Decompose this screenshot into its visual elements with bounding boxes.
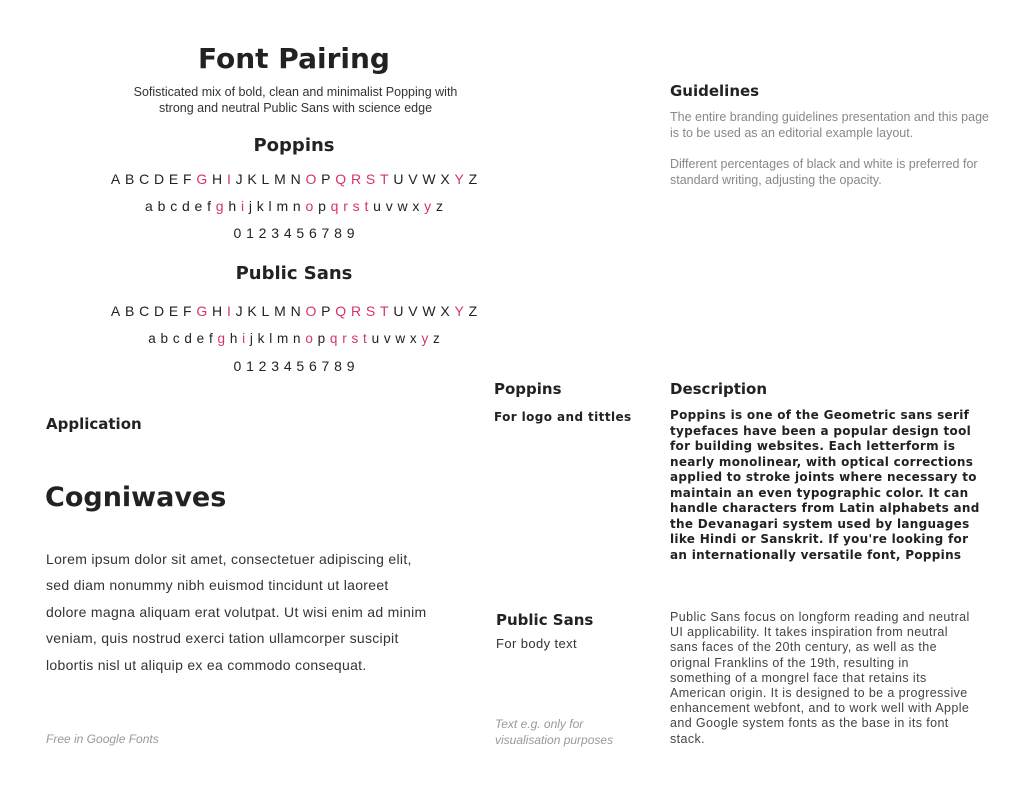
digits-row (44, 225, 544, 241)
glyph: I (226, 171, 231, 187)
font-source-note: Free in Google Fonts (46, 732, 159, 746)
brand-name: Cogniwaves (45, 482, 227, 513)
glyph: q (330, 198, 339, 214)
poppins-description: Poppins is one of the Geometric sans serif typefaces have been a popular design tool for building websites. Each letterform is nearly monolinear, with optical corrections applied to stroke joints where necessary to maintain an even typographic color. It can handle characters from Latin alphabets and the Devanagari system used by languages like Hindi or Sanskrit. If you're looking for an internationally versatile font, Poppins (670, 408, 980, 562)
glyph: p (317, 331, 326, 346)
glyph: L (261, 303, 270, 319)
glyph: r (342, 331, 347, 346)
glyph: k (256, 198, 264, 214)
glyph: a (148, 331, 156, 346)
glyph: S (365, 303, 376, 319)
glyph: t (363, 331, 367, 346)
glyph: G (196, 303, 208, 319)
poppins-use: For logo and tittles (494, 410, 632, 424)
glyph: z (432, 331, 440, 346)
glyph: U (393, 171, 404, 187)
glyph: y (424, 198, 432, 214)
glyph: g (215, 198, 224, 214)
glyph: H (212, 303, 223, 319)
lorem-paragraph: Lorem ipsum dolor sit amet, consectetuer adipiscing elit, sed diam nonummy nibh euismod tincidunt ut laoreet dolore magna aliquam erat volutpat. Ut wisi enim ad minim veniam, quis nostrud exerci tation ullamcorper suscipit lobortis nisl ut aliquip ex ea commodo consequat. (46, 551, 427, 673)
glyph: N (290, 171, 301, 187)
glyph: 0 (233, 225, 242, 241)
glyph: L (261, 171, 270, 187)
glyph: W (422, 171, 436, 187)
glyph: a (145, 198, 153, 214)
glyph: t (364, 198, 369, 214)
glyph: r (343, 198, 348, 214)
glyph: B (124, 303, 135, 319)
glyph: K (247, 303, 257, 319)
glyph: j (248, 198, 252, 214)
glyph: Y (454, 303, 464, 319)
glyph: e (194, 198, 203, 214)
glyph: V (408, 171, 418, 187)
uppercase-row (44, 171, 544, 187)
glyph: w (397, 198, 408, 214)
glyph: Z (468, 171, 478, 187)
glyph: X (440, 303, 450, 319)
glyph: 8 (334, 225, 342, 241)
glyph: D (154, 171, 165, 187)
glyph: v (383, 331, 391, 346)
glyph: y (421, 331, 429, 346)
glyph: M (274, 171, 286, 187)
glyph: s (351, 331, 359, 346)
glyph: J (235, 303, 243, 319)
glyph: K (247, 171, 257, 187)
glyph: x (412, 198, 420, 214)
glyph: l (268, 198, 272, 214)
glyph: 6 (308, 358, 317, 374)
glyph: o (305, 198, 314, 214)
glyph: d (181, 198, 190, 214)
glyph: C (139, 303, 150, 319)
glyph: E (168, 303, 179, 319)
visualisation-note: Text e.g. only for visualisation purposes (495, 717, 614, 747)
glyph: P (321, 303, 331, 319)
glyph: j (249, 331, 253, 346)
digits-row (44, 358, 544, 374)
lowercase-row (44, 331, 544, 346)
glyph: F (183, 303, 192, 319)
glyph: 0 (233, 358, 242, 374)
glyph: 6 (308, 225, 317, 241)
glyph: V (408, 303, 418, 319)
glyph: 3 (271, 225, 280, 241)
glyph: n (292, 198, 301, 214)
glyph: R (350, 303, 362, 319)
glyph: 3 (271, 358, 280, 374)
glyph: v (385, 198, 393, 214)
specimen-title-public-sans: Public Sans (235, 263, 353, 284)
application-heading: Application (46, 415, 142, 433)
glyph: m (276, 198, 289, 214)
glyph: I (226, 303, 231, 319)
glyph: Y (454, 171, 464, 187)
glyph: 4 (283, 225, 292, 241)
glyph: T (379, 303, 389, 319)
glyph: u (371, 331, 380, 346)
guidelines-heading: Guidelines (670, 82, 760, 100)
glyph: 5 (296, 358, 305, 374)
glyph: p (318, 198, 326, 214)
glyph: 7 (321, 225, 330, 241)
glyph: n (293, 331, 301, 346)
glyph: i (242, 331, 246, 346)
glyph: f (207, 198, 212, 214)
glyph: m (276, 331, 289, 346)
glyph: c (170, 198, 178, 214)
glyph: F (183, 171, 192, 187)
glyph: g (217, 331, 226, 346)
public-sans-label: Public Sans (496, 611, 594, 629)
glyph: U (393, 303, 404, 319)
subtitle: Sofisticated mix of bold, clean and minimalist Popping with strong and neutral Public Sans with science edge (133, 85, 458, 115)
glyph: O (305, 171, 317, 187)
poppins-label: Poppins (494, 380, 562, 398)
public-sans-description: Public Sans focus on longform reading and neutral UI applicability. It takes inspiration from neutral sans faces of the 20th century, as well as the orignal Franklins of the 19th, resulting in something of a mongrel face that retains its American origin. It is designed to be a progressive enhancement webfont, and to work well with Apple and Google system fonts as the base in its font stack. (670, 610, 970, 746)
glyph: M (274, 303, 286, 319)
glyph: T (379, 171, 389, 187)
glyph: o (305, 331, 313, 346)
glyph: h (229, 331, 238, 346)
glyph: f (208, 331, 213, 346)
glyph: A (110, 303, 121, 319)
glyph: b (160, 331, 169, 346)
glyph: 1 (246, 358, 254, 374)
specimen-title-poppins: Poppins (253, 135, 335, 156)
glyph: c (172, 331, 180, 346)
public-sans-use: For body text (496, 636, 578, 651)
glyph: e (196, 331, 205, 346)
description-heading: Description (670, 380, 768, 398)
glyph: d (184, 331, 192, 346)
glyph: B (124, 171, 135, 187)
page-title: Font Pairing (198, 42, 390, 75)
glyph: l (269, 331, 273, 346)
glyph: X (440, 171, 450, 187)
glyph: i (240, 198, 245, 214)
glyph: h (228, 198, 237, 214)
glyph: 4 (283, 358, 292, 374)
glyph: G (196, 171, 208, 187)
glyph: E (168, 171, 179, 187)
glyph: Z (468, 303, 478, 319)
guidelines-text-2: Different percentages of black and white is preferred for standard writing, adjusting the opacity. (670, 157, 978, 187)
lowercase-row (44, 198, 544, 214)
glyph: C (139, 171, 150, 187)
glyph: H (212, 171, 223, 187)
glyph: x (409, 331, 417, 346)
glyph: D (154, 303, 165, 319)
glyph: R (350, 171, 362, 187)
glyph: S (365, 171, 376, 187)
glyph: s (352, 198, 360, 214)
glyph: 9 (346, 358, 355, 374)
glyph: 5 (296, 225, 305, 241)
glyph: Q (335, 303, 347, 319)
glyph: z (435, 198, 443, 214)
glyph: N (290, 303, 301, 319)
glyph: 2 (258, 358, 267, 374)
glyph: u (373, 198, 381, 214)
glyph: b (157, 198, 166, 214)
glyph: w (395, 331, 406, 346)
glyph: k (257, 331, 265, 346)
glyph: 8 (334, 358, 342, 374)
glyph: A (110, 171, 121, 187)
glyph: O (305, 303, 317, 319)
glyph: Q (335, 171, 347, 187)
uppercase-row (44, 303, 544, 319)
glyph: 9 (346, 225, 355, 241)
glyph: J (235, 171, 243, 187)
glyph: q (329, 331, 338, 346)
glyph: W (422, 303, 436, 319)
glyph: 1 (246, 225, 254, 241)
guidelines-text-1: The entire branding guidelines presentation and this page is to be used as an editorial example layout. (670, 110, 989, 140)
glyph: 7 (321, 358, 330, 374)
glyph: 2 (258, 225, 267, 241)
glyph: P (321, 171, 331, 187)
